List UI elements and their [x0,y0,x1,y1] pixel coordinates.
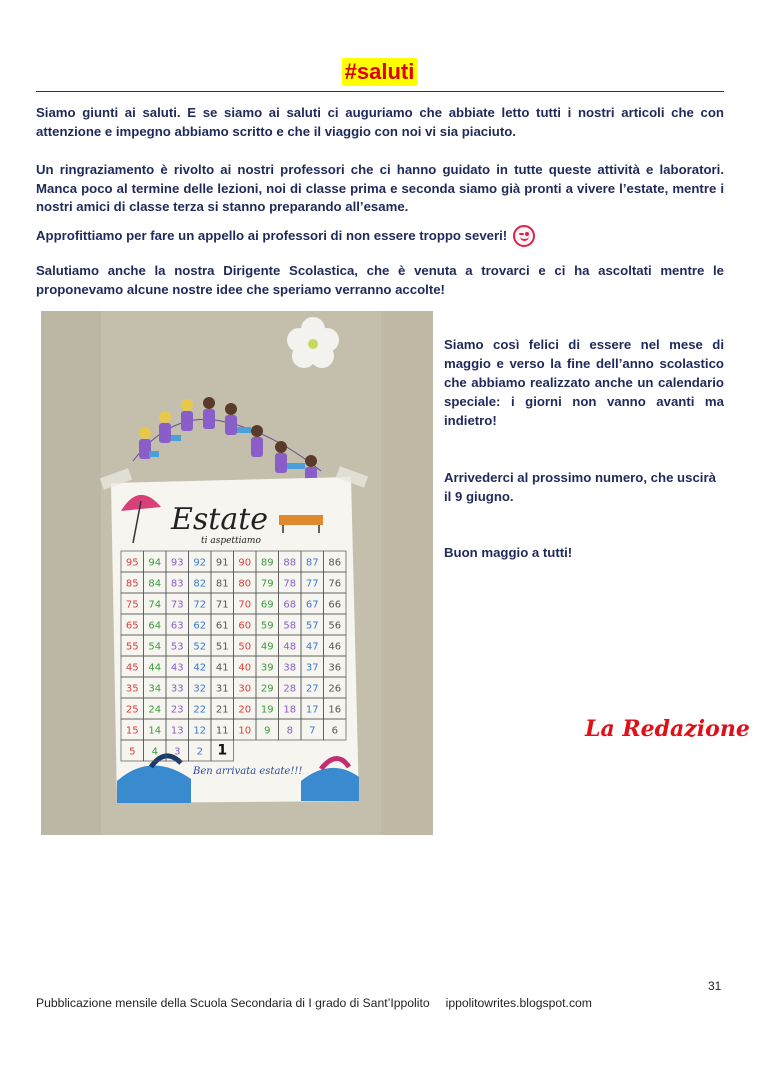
countdown-number: 19 [260,704,274,716]
countdown-number: 20 [238,704,252,716]
countdown-number: 93 [170,557,184,569]
countdown-number: 73 [170,599,184,611]
countdown-number: 23 [170,704,184,716]
countdown-number: 47 [305,641,319,653]
footer-url[interactable]: ippolitowrites.blogspot.com [445,996,592,1010]
countdown-number: 3 [174,746,181,758]
countdown-number: 40 [238,662,252,674]
calendar-photo-illustration [41,311,433,835]
countdown-number: 51 [215,641,229,653]
countdown-number: 64 [148,620,162,632]
countdown-number: 70 [238,599,252,611]
countdown-number: 30 [238,683,252,695]
countdown-number: 21 [215,704,229,716]
countdown-number: 15 [125,725,139,737]
paragraph-appeal-text: Approfittiamo per fare un appello ai professori di non essere troppo severi! [36,227,508,243]
countdown-number: 83 [170,578,184,590]
countdown-number: 17 [305,704,319,716]
countdown-number: 78 [283,578,297,590]
countdown-number: 22 [193,704,207,716]
countdown-number: 92 [193,557,207,569]
title-rule [36,91,724,92]
countdown-number: 95 [125,557,139,569]
countdown-number: 38 [283,662,297,674]
paragraph-principal: Salutiamo anche la nostra Dirigente Scolastica, che è venuta a trovarci e ci ha ascoltati mentre le proponevamo alcune nostre idee che speriamo verranno accolte! [36,263,724,297]
countdown-number: 54 [148,641,162,653]
countdown-number: 9 [264,725,271,737]
title-wrapper [0,58,759,86]
countdown-number: 55 [125,641,139,653]
countdown-number: 91 [215,557,229,569]
countdown-number: 48 [283,641,297,653]
countdown-number: 57 [305,620,319,632]
poster-footer-note: Ben arrivata estate!!! [193,766,303,777]
poster-subheading: ti aspettiamo [201,536,261,546]
side-paragraph-next-issue: Arrivederci al prossimo numero, che uscirà il 9 giugno. [444,470,716,504]
countdown-number: 45 [125,662,139,674]
side-paragraph-goodbye: Buon maggio a tutti! [444,545,573,560]
countdown-number: 39 [260,662,274,674]
wink-emoji-icon [513,225,535,247]
countdown-number: 28 [283,683,297,695]
countdown-number: 41 [215,662,229,674]
countdown-number: 86 [328,557,342,569]
countdown-number: 27 [305,683,319,695]
countdown-number: 25 [125,704,139,716]
countdown-number: 68 [283,599,297,611]
countdown-number: 62 [193,620,207,632]
paragraph-greeting: Siamo giunti ai saluti. E se siamo ai saluti ci auguriamo che abbiate letto tutti i nostri articoli che con attenzione e impegno abbiamo scritto e che il viaggio con noi vi sia piaciuto. [36,105,724,139]
countdown-number: 79 [260,578,274,590]
countdown-number: 72 [193,599,207,611]
countdown-number: 6 [331,725,338,737]
countdown-number: 67 [305,599,319,611]
countdown-number: 12 [193,725,207,737]
countdown-number: 84 [148,578,162,590]
countdown-number: 61 [215,620,229,632]
paragraph-appeal [36,225,724,247]
countdown-number: 29 [260,683,274,695]
calendar-photo [41,311,433,835]
countdown-number: 94 [148,557,162,569]
page-footer [36,996,592,1010]
countdown-number: 71 [215,599,229,611]
page-title: #saluti [342,58,418,86]
countdown-number: 89 [260,557,274,569]
countdown-number: 42 [193,662,207,674]
countdown-number: 82 [193,578,207,590]
countdown-number: 58 [283,620,297,632]
countdown-number: 69 [260,599,274,611]
countdown-number: 60 [238,620,252,632]
page-number: 31 [708,979,722,993]
countdown-number: 43 [170,662,184,674]
countdown-number: 2 [196,746,203,758]
countdown-number: 26 [328,683,342,695]
footer-publication: Pubblicazione mensile della Scuola Secondaria di I grado di Sant’Ippolito [36,996,430,1010]
countdown-number: 14 [148,725,162,737]
countdown-number: 77 [305,578,319,590]
countdown-number: 88 [283,557,297,569]
countdown-number: 75 [125,599,139,611]
countdown-number: 4 [151,746,158,758]
countdown-number: 53 [170,641,184,653]
side-paragraph-calendar: Siamo così felici di essere nel mese di maggio e verso la fine dell’anno scolastico che abbiamo realizzato anche un calendario speciale: i giorni non vanno avanti ma indietro! [444,337,724,428]
countdown-number: 59 [260,620,274,632]
countdown-number: 65 [125,620,139,632]
countdown-number: 49 [260,641,274,653]
countdown-grid [121,551,346,761]
poster-heading: Estate [171,502,269,537]
countdown-number: 66 [328,599,342,611]
countdown-number: 10 [238,725,252,737]
countdown-number: 50 [238,641,252,653]
countdown-number: 5 [129,746,136,758]
countdown-number: 76 [328,578,342,590]
countdown-number: 1 [217,742,228,759]
countdown-number: 31 [215,683,229,695]
countdown-number: 24 [148,704,162,716]
countdown-number: 32 [193,683,207,695]
countdown-number: 63 [170,620,184,632]
countdown-number: 37 [305,662,319,674]
countdown-number: 81 [215,578,229,590]
countdown-number: 16 [328,704,342,716]
countdown-number: 46 [328,641,342,653]
countdown-number: 18 [283,704,297,716]
countdown-number: 11 [215,725,229,737]
countdown-number: 90 [238,557,252,569]
countdown-number: 74 [148,599,162,611]
signature: La Redazione [585,716,750,742]
countdown-number: 7 [309,725,316,737]
countdown-number: 87 [305,557,319,569]
countdown-number: 85 [125,578,139,590]
countdown-number: 13 [170,725,184,737]
countdown-number: 44 [148,662,162,674]
countdown-number: 33 [170,683,184,695]
countdown-number: 56 [328,620,342,632]
countdown-number: 35 [125,683,139,695]
countdown-number: 80 [238,578,252,590]
countdown-number: 52 [193,641,207,653]
countdown-number: 36 [328,662,342,674]
paragraph-thanks: Un ringraziamento è rivolto ai nostri professori che ci hanno guidato in tutte queste attività e laboratori. Manca poco al termine delle lezioni, noi di classe prima e seconda siamo già pronti a vivere l’estate, mentre i nostri amici di classe terza si stanno preparando all’esame. [36,162,724,215]
countdown-number: 8 [286,725,293,737]
countdown-number: 34 [148,683,162,695]
